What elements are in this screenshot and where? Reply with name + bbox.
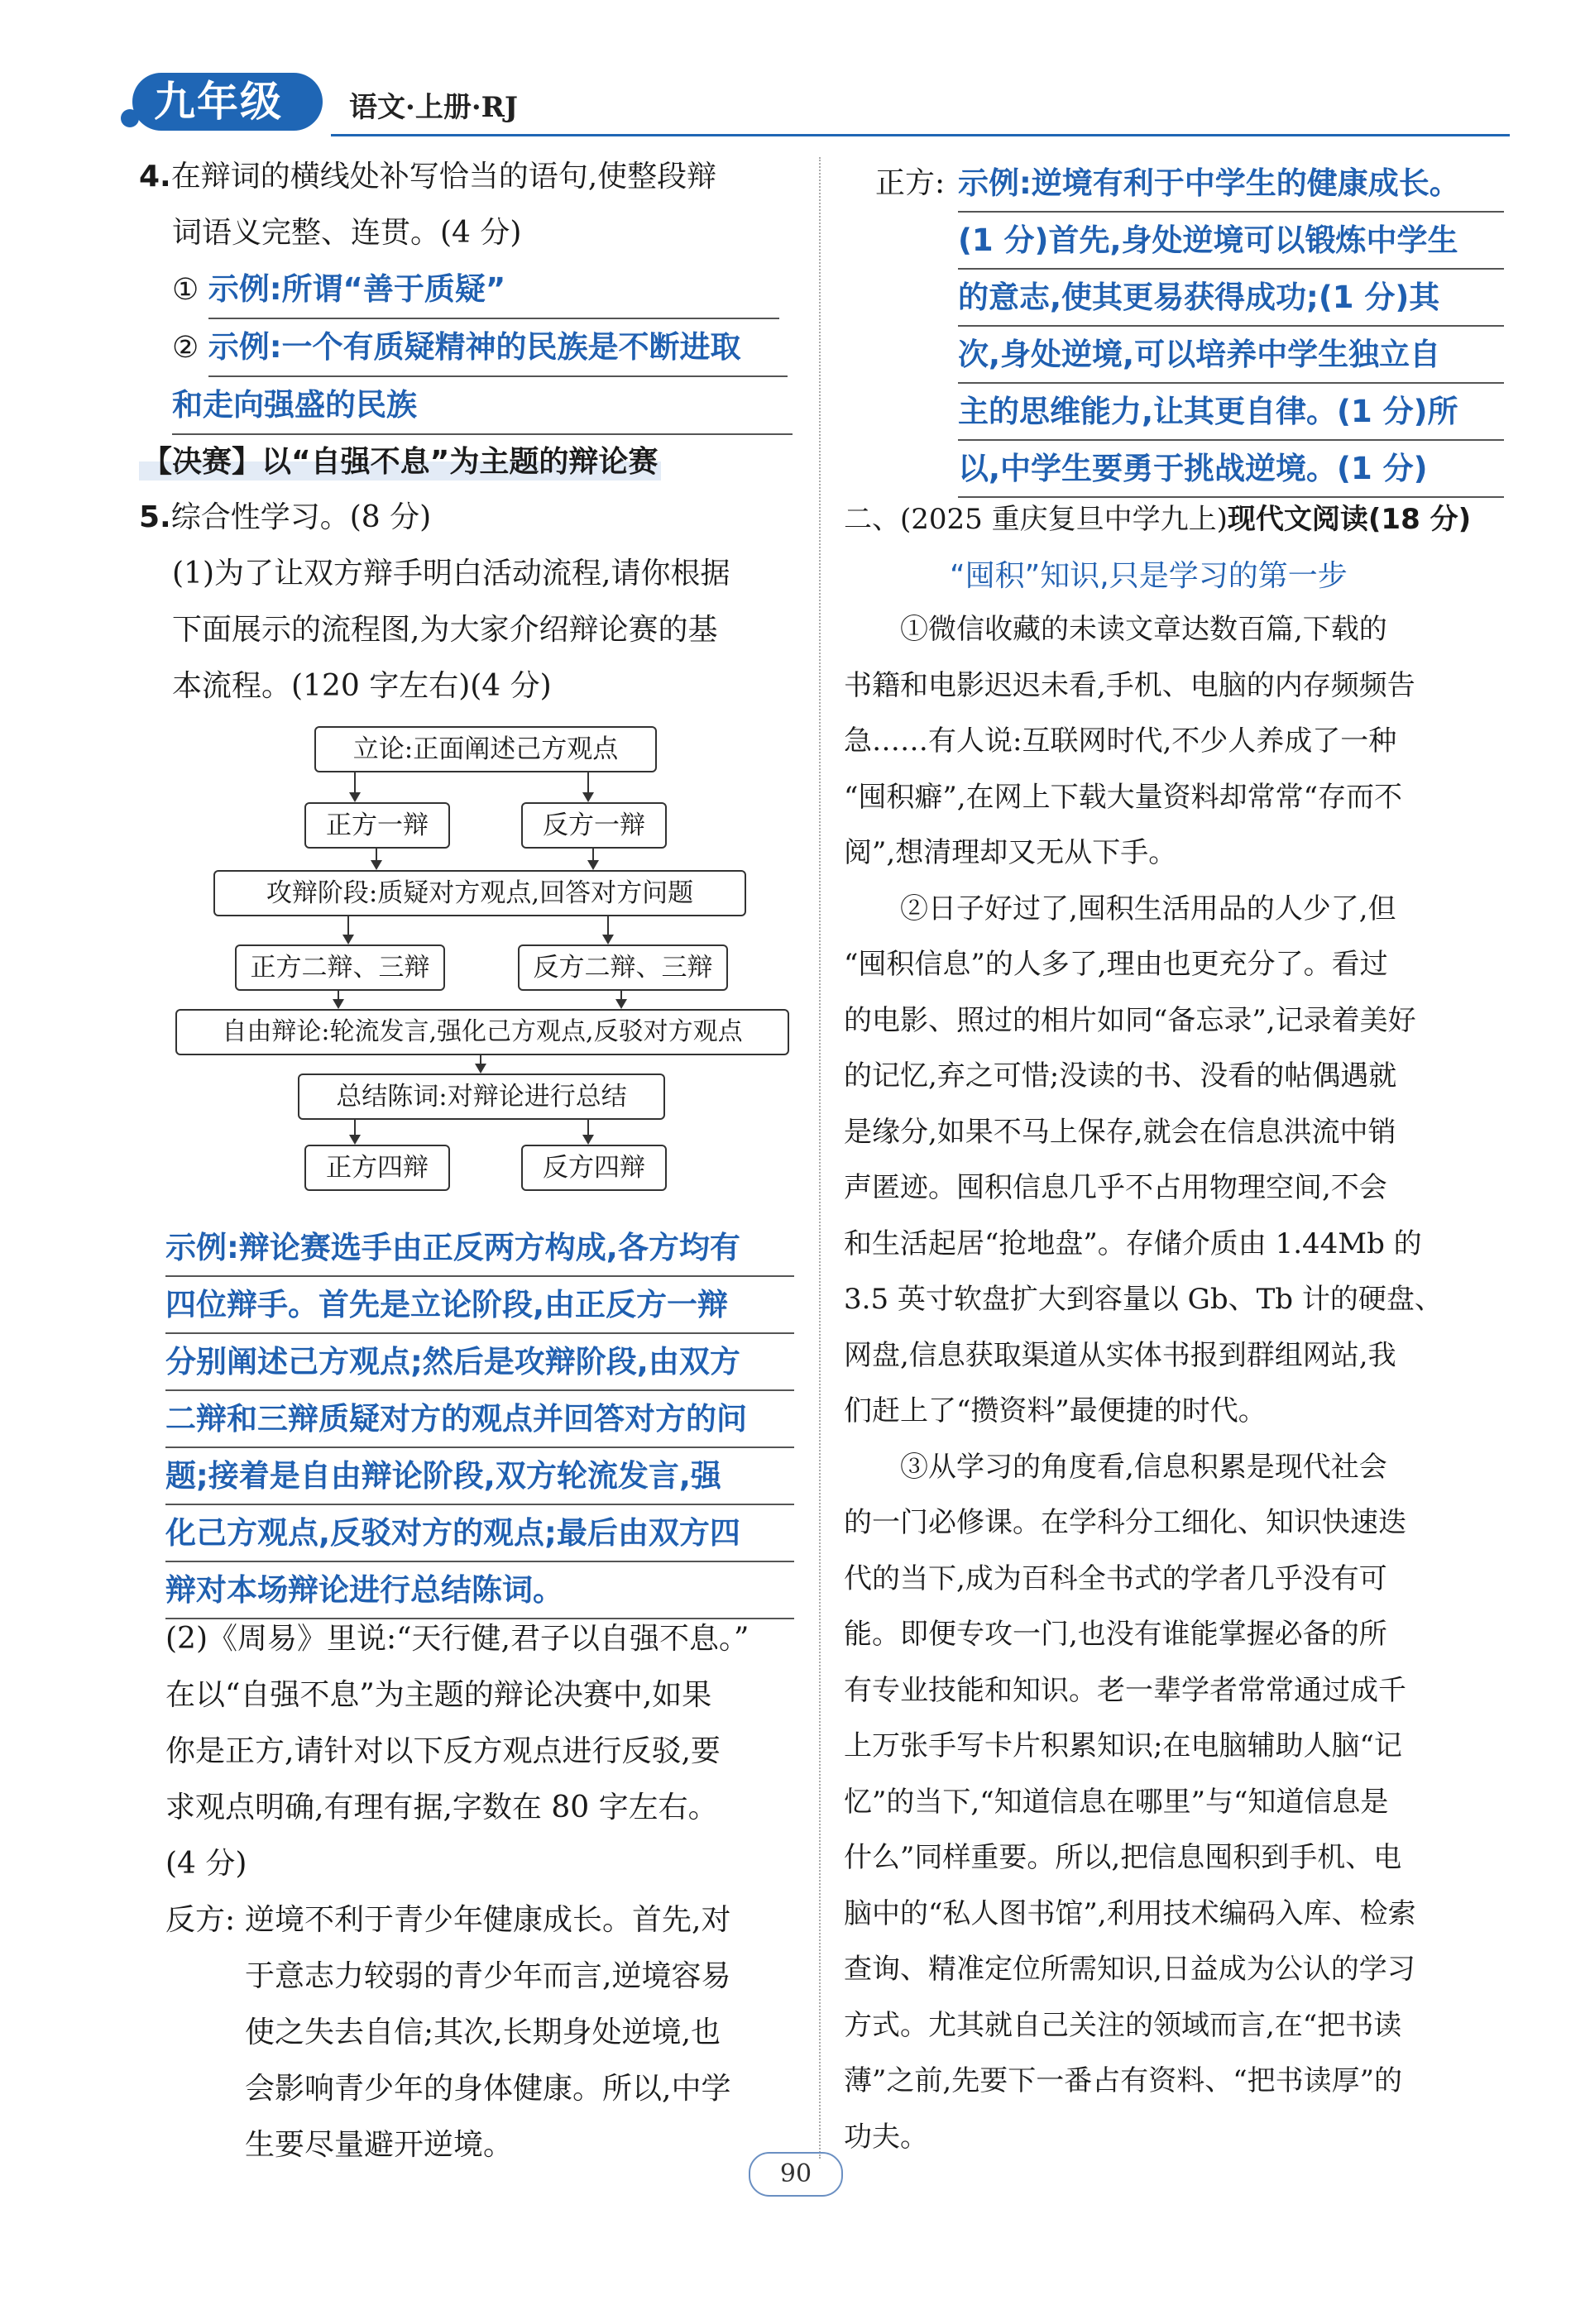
q4-number: 4. bbox=[139, 160, 171, 194]
answer-2-text-2: 和走向强盛的民族 bbox=[172, 377, 793, 435]
flow-box-cross-exam: 攻辩阶段:质疑对方观点,回答对方问题 bbox=[213, 870, 746, 916]
flow-box-opening: 立论:正面阐述己方观点 bbox=[314, 726, 657, 772]
article-line: 网盘,信息获取渠道从实体书报到群组网站,我 bbox=[844, 1338, 1396, 1372]
answer-1-text: 示例:所谓“善于质疑” bbox=[208, 261, 779, 319]
q4-answer-2-cont bbox=[139, 377, 801, 435]
answer-line: 分别阐述己方观点;然后是攻辩阶段,由双方 bbox=[165, 1334, 794, 1391]
grade-badge: 九年级 bbox=[132, 73, 323, 131]
part2-line: (2)《周易》里说:“天行健,君子以自强不息。” bbox=[165, 1622, 750, 1656]
con-line: 使之失去自信;其次,长期身处逆境,也 bbox=[245, 2016, 721, 2049]
q5-part2 bbox=[165, 1611, 802, 1892]
article-line: 脑中的“私人图书馆”,利用技术编码入库、检索 bbox=[844, 1896, 1416, 1930]
answer-1-mark: ① bbox=[172, 273, 199, 307]
article-line: 忆”的当下,“知道信息在哪里”与“知道信息是 bbox=[844, 1785, 1389, 1819]
answer-2-mark: ② bbox=[172, 331, 199, 365]
q5-title-line bbox=[139, 490, 809, 546]
q4-text-1: 在辩词的横线处补写恰当的语句,使整段辩 bbox=[170, 160, 717, 194]
flow-box-con-1: 反方一辩 bbox=[521, 802, 667, 849]
answer-line: 化己方观点,反驳对方的观点;最后由双方四 bbox=[165, 1505, 794, 1562]
part2-line: 求观点明确,有理有据,字数在 80 字左右。 bbox=[165, 1791, 718, 1824]
q5-number: 5. bbox=[139, 500, 171, 534]
flow-box-con-2-3: 反方二辩、三辩 bbox=[518, 944, 728, 991]
flow-arrow bbox=[347, 915, 349, 943]
answer-line: 辩对本场辩论进行总结陈词。 bbox=[165, 1562, 794, 1619]
article-line: 的电影、照过的相片如同“备忘录”,记录着美好 bbox=[844, 1003, 1416, 1037]
article-line: ③从学习的角度看,信息积累是现代社会 bbox=[900, 1450, 1387, 1484]
q4-answer-1 bbox=[139, 261, 801, 319]
pro-line: 主的思维能力,让其更自律。(1 分)所 bbox=[958, 384, 1504, 441]
con-line: 生要尽量避开逆境。 bbox=[245, 2128, 514, 2162]
article-line: 是缘分,如果不马上保存,就会在信息洪流中销 bbox=[844, 1115, 1396, 1149]
article-line: 能。即便专攻一门,也没有谁能掌握必备的所 bbox=[844, 1618, 1387, 1651]
article-line: 3.5 英寸软盘扩大到容量以 Gb、Tb 计的硬盘、 bbox=[844, 1283, 1443, 1316]
article-body bbox=[844, 602, 1506, 2165]
answer-2-text-1: 示例:一个有质疑精神的民族是不断进取 bbox=[208, 319, 788, 377]
debate-flowchart bbox=[165, 720, 811, 1216]
flow-arrow bbox=[480, 1054, 481, 1072]
article-line: 薄”之前,先要下一番占有资料、“把书读厚”的 bbox=[844, 2064, 1402, 2097]
article-line: 的记忆,弃之可惜;没读的书、没看的帖偶遇就 bbox=[844, 1059, 1397, 1093]
pro-line: (1 分)首先,身处逆境可以锻炼中学生 bbox=[958, 213, 1504, 270]
question-5 bbox=[139, 490, 809, 715]
q4-text-2: 词语义完整、连贯。(4 分) bbox=[172, 216, 522, 250]
flow-arrow bbox=[354, 1118, 356, 1143]
q5-part1-line-1: (1)为了让双方辩手明白活动流程,请你根据 bbox=[172, 557, 730, 591]
part2-line: 你是正方,请针对以下反方观点进行反驳,要 bbox=[165, 1734, 721, 1768]
article-line: 查询、精准定位所需知识,日益成为公认的学习 bbox=[844, 1953, 1415, 1986]
flow-arrow bbox=[620, 989, 622, 1007]
subject-label: 语文·上册·RJ bbox=[349, 91, 519, 124]
con-label: 反方: bbox=[165, 1903, 236, 1937]
pro-line: 次,身处逆境,可以培养中学生独立自 bbox=[958, 327, 1504, 384]
page-number: 90 bbox=[749, 2152, 843, 2197]
article-line: 们赶上了“攒资料”最便捷的时代。 bbox=[844, 1394, 1267, 1427]
flow-arrow bbox=[592, 847, 594, 868]
con-line: 于意志力较弱的青少年而言,逆境容易 bbox=[245, 1959, 731, 1993]
section-2-heading bbox=[844, 496, 1471, 537]
article-line: 上万张手写卡片积累知识;在电脑辅助人脑“记 bbox=[844, 1729, 1402, 1762]
flow-box-pro-4: 正方四辩 bbox=[304, 1145, 450, 1191]
article-line: 方式。尤其就自己关注的领域而言,在“把书读 bbox=[844, 2008, 1402, 2042]
q4-answer-2 bbox=[139, 319, 801, 377]
flow-box-free-debate: 自由辩论:轮流发言,强化己方观点,反驳对方观点 bbox=[175, 1009, 789, 1055]
article-line: 声匿迹。囤积信息几乎不占用物理空间,不会 bbox=[844, 1171, 1387, 1204]
column-divider bbox=[819, 157, 822, 2159]
flow-box-summary: 总结陈词:对辩论进行总结 bbox=[298, 1074, 665, 1120]
q4-line-1 bbox=[139, 149, 801, 205]
flow-arrow bbox=[376, 847, 377, 868]
flow-box-pro-2-3: 正方二辩、三辩 bbox=[235, 944, 445, 991]
article-line: 阅”,想清理却又无从下手。 bbox=[844, 836, 1177, 869]
flow-arrow bbox=[354, 771, 356, 801]
flow-arrow bbox=[587, 1118, 589, 1143]
pro-line: 以,中学生要勇于挑战逆境。(1 分) bbox=[958, 441, 1504, 498]
article-line: 急……有人说:互联网时代,不少人养成了一种 bbox=[844, 724, 1397, 758]
article-title: “囤积”知识,只是学习的第一步 bbox=[950, 559, 1348, 593]
article-line: ①微信收藏的未读文章达数百篇,下载的 bbox=[900, 613, 1387, 646]
section-2-title: 现代文阅读(18 分) bbox=[1227, 503, 1472, 536]
q5-part1-line-3: 本流程。(120 字左右)(4 分) bbox=[172, 669, 552, 703]
article-line: “囤积信息”的人多了,理由也更充分了。看过 bbox=[844, 948, 1388, 981]
part2-line: 在以“自强不息”为主题的辩论决赛中,如果 bbox=[165, 1678, 712, 1712]
pro-line: 的意志,使其更易获得成功;(1 分)其 bbox=[958, 270, 1504, 327]
answer-line: 四位辩手。首先是立论阶段,由正反方一辩 bbox=[165, 1277, 794, 1334]
flow-box-pro-1: 正方一辩 bbox=[304, 802, 450, 849]
flow-box-con-4: 反方四辩 bbox=[521, 1145, 667, 1191]
header-rule bbox=[331, 134, 1510, 136]
flow-arrow bbox=[338, 989, 339, 1007]
pro-text-block bbox=[958, 155, 1504, 498]
flow-arrow bbox=[607, 915, 609, 943]
article-line: 功夫。 bbox=[844, 2120, 928, 2154]
section-2-source: 二、(2025 重庆复旦中学九上) bbox=[844, 503, 1228, 536]
article-line: 和生活起居“抢地盘”。存储介质由 1.44Mb 的 bbox=[844, 1227, 1422, 1260]
q5-title: 综合性学习。(8 分) bbox=[170, 500, 432, 534]
answer-flow-intro bbox=[165, 1220, 794, 1619]
con-line: 逆境不利于青少年健康成长。首先,对 bbox=[245, 1903, 731, 1937]
con-text-block bbox=[245, 1892, 730, 2173]
article-line: 什么”同样重要。所以,把信息囤积到手机、电 bbox=[844, 1841, 1402, 1874]
pro-label: 正方: bbox=[875, 166, 946, 200]
con-line: 会影响青少年的身体健康。所以,中学 bbox=[245, 2072, 731, 2106]
answer-line: 二辩和三辩质疑对方的观点并回答对方的问 bbox=[165, 1391, 794, 1448]
final-round-title: 【决赛】以“自强不息”为主题的辩论赛 bbox=[139, 438, 661, 481]
q5-part1-line-2: 下面展示的流程图,为大家介绍辩论赛的基 bbox=[172, 613, 718, 647]
flow-arrow bbox=[587, 771, 589, 801]
article-line: 书籍和电影迟迟未看,手机、电脑的内存频频告 bbox=[844, 668, 1415, 702]
page-header bbox=[132, 73, 1510, 137]
answer-line: 题;接着是自由辩论阶段,双方轮流发言,强 bbox=[165, 1448, 794, 1505]
article-line: 的一门必修课。在学科分工细化、知识快速迭 bbox=[844, 1506, 1406, 1539]
article-line: 代的当下,成为百科全书式的学者几乎没有可 bbox=[844, 1561, 1387, 1595]
part2-line: (4 分) bbox=[165, 1847, 247, 1881]
article-line: 有专业技能和知识。老一辈学者常常通过成千 bbox=[844, 1673, 1406, 1707]
article-line: “囤积癖”,在网上下载大量资料却常常“存而不 bbox=[844, 780, 1402, 814]
question-4 bbox=[139, 149, 801, 435]
answer-line: 示例:辩论赛选手由正反两方构成,各方均有 bbox=[165, 1220, 794, 1277]
article-line: ②日子好过了,囤积生活用品的人少了,但 bbox=[900, 892, 1396, 925]
pro-line: 示例:逆境有利于中学生的健康成长。 bbox=[958, 155, 1504, 213]
